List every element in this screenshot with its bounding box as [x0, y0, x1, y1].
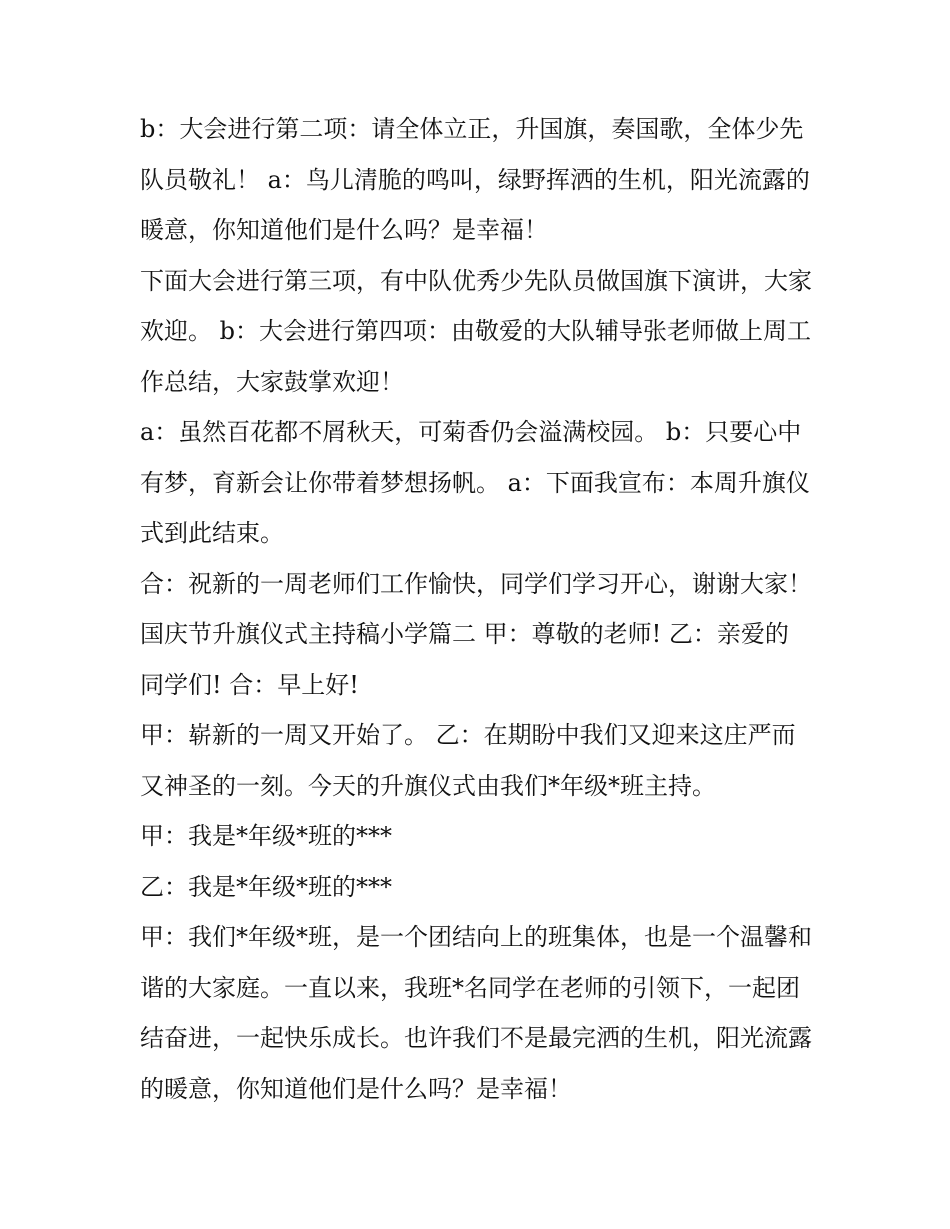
paragraph-5: 甲：崭新的一周又开始了。 乙：在期盼中我们又迎来这庄严而又神圣的一刻。今天的升旗仪式由我们*年级*班主持。	[140, 721, 796, 800]
paragraph-2: 下面大会进行第三项，有中队优秀少先队员做国旗下演讲，大家欢迎。 b：大会进行第四项：由敬爱的大队辅导张老师做上周工作总结，大家鼓掌欢迎！	[140, 266, 812, 396]
paragraph-1: b：大会进行第二项：请全体立正，升国旗，奏国歌，全体少先队员敬礼！ a：鸟儿清脆的鸣叫，绿野挥洒的生机，阳光流露的暖意，你知道他们是什么吗？是幸福！	[140, 115, 810, 244]
paragraph-3: a：虽然百花都不屑秋天，可菊香仍会溢满校园。 b：只要心中有梦，育新会让你带着梦想扬帆。 a：下面我宣布：本周升旗仪式到此结束。	[140, 418, 810, 547]
paragraph-8: 甲：我们*年级*班，是一个团结向上的班集体，也是一个温馨和谐的大家庭。一直以来，我班*名同学在老师的引领下，一起团结奋进，一起快乐成长。也许我们不是最完洒的生机，阳光流露的暖意，你知道他们是什么吗？是幸福！	[140, 923, 812, 1103]
document-body	[140, 104, 812, 1114]
paragraph-4: 合：祝新的一周老师们工作愉快，同学们学习开心，谢谢大家！ 国庆节升旗仪式主持稿小学篇二 甲：尊敬的老师! 乙：亲爱的同学们! 合：早上好!	[140, 569, 812, 699]
paragraph-6: 甲：我是*年级*班的***	[140, 822, 392, 850]
paragraph-7: 乙：我是*年级*班的***	[140, 872, 392, 901]
